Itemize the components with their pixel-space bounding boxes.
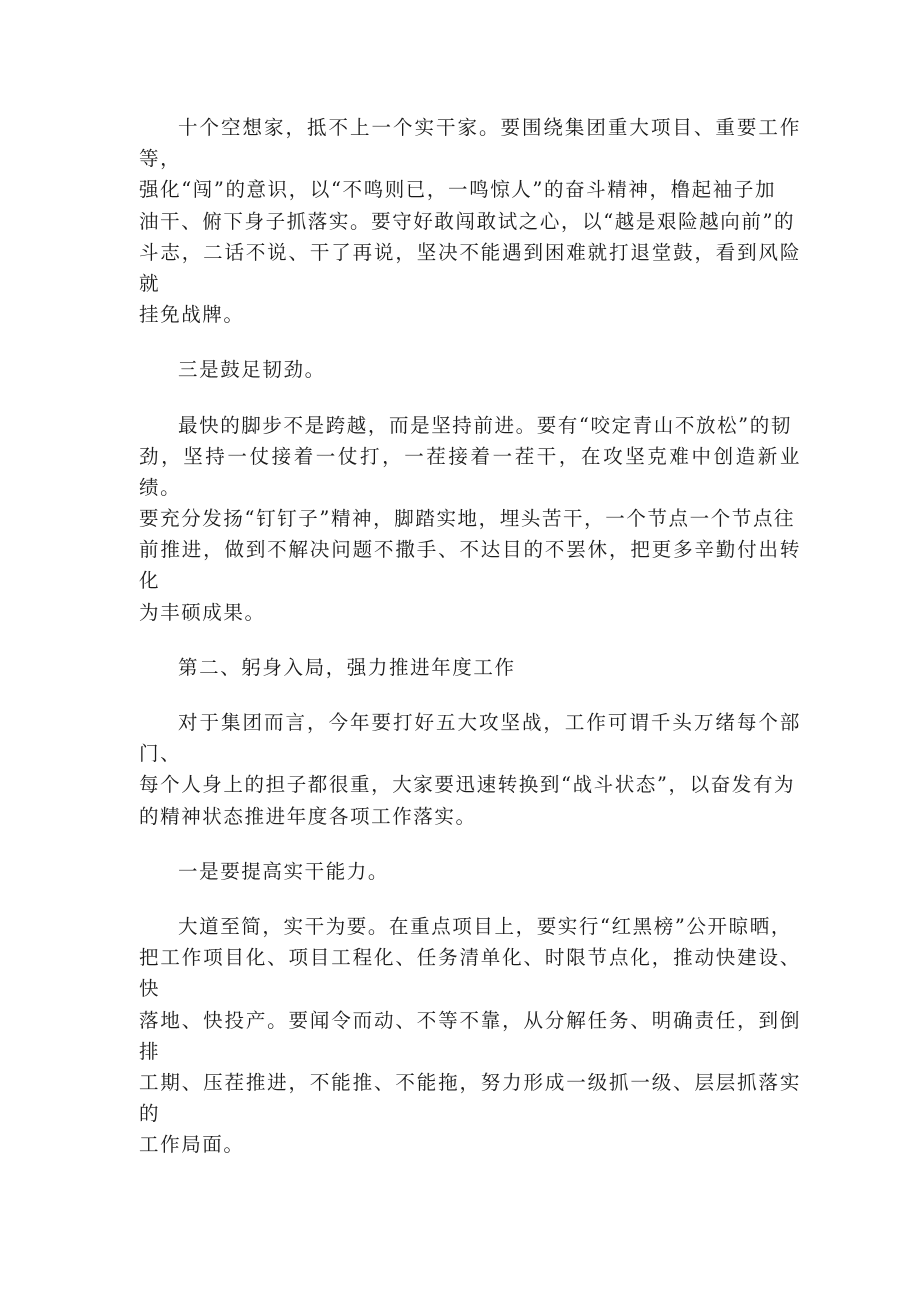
heading-gu-zu-ren-jin: 三是鼓足韧劲。 (178, 358, 326, 382)
paragraph-shigan: 十个空想家，抵不上一个实干家。要围绕集团重大项目、重要工作等， 强化“闯”的意识，以“不鸣则已，一鸣惊人”的奋斗精神，橹起袖子加 油干、俯下身子抓落实。要守好敢闯敢试之心，以“越是艰险越向前”的 斗志，二话不说、干了再说，坚决不能遇到困难就打退堂鼓，看到风险就 挂免战牌。 (139, 116, 801, 327)
paragraph-ren-jin: 最快的脚步不是跨越，而是坚持前进。要有“咬定青山不放松”的韧 劲，坚持一仗接着一仗打，一茬接着一茬干，在攻坚克难中创造新业绩。 要充分发扬“钉钉子”精神，脚踏实地，埋头苦干，一个节点一个节点往 前推进，做到不解决问题不撒手、不达目的不罢休，把更多辛勤付出转化 为丰硕成果。 (139, 413, 801, 624)
section-heading-second: 第二、躬身入局，强力推进年度工作 (178, 655, 516, 679)
paragraph-five-battles: 对于集团而言，今年要打好五大攻坚战，工作可谓千头万绪每个部门、 每个人身上的担子都很重，大家要迅速转换到“战斗状态”，以奋发有为 的精神状态推进年度各项工作落实。 (139, 711, 801, 828)
document-body (139, 112, 801, 1160)
heading-shigan-nengli: 一是要提高实干能力。 (178, 859, 390, 883)
paragraph-dadao-zhijian: 大道至简，实干为要。在重点项目上，要实行“红黑榜”公开晾晒， 把工作项目化、项目工程化、任务清单化、时限节点化，推动快建设、快 落地、快投产。要闻令而动、不等不靠，从分解任务、明确责任，到倒排 工期、压茬推进，不能推、不能拖，努力形成一级抓一级、层层抓落实的 工作局面。 (139, 914, 801, 1157)
